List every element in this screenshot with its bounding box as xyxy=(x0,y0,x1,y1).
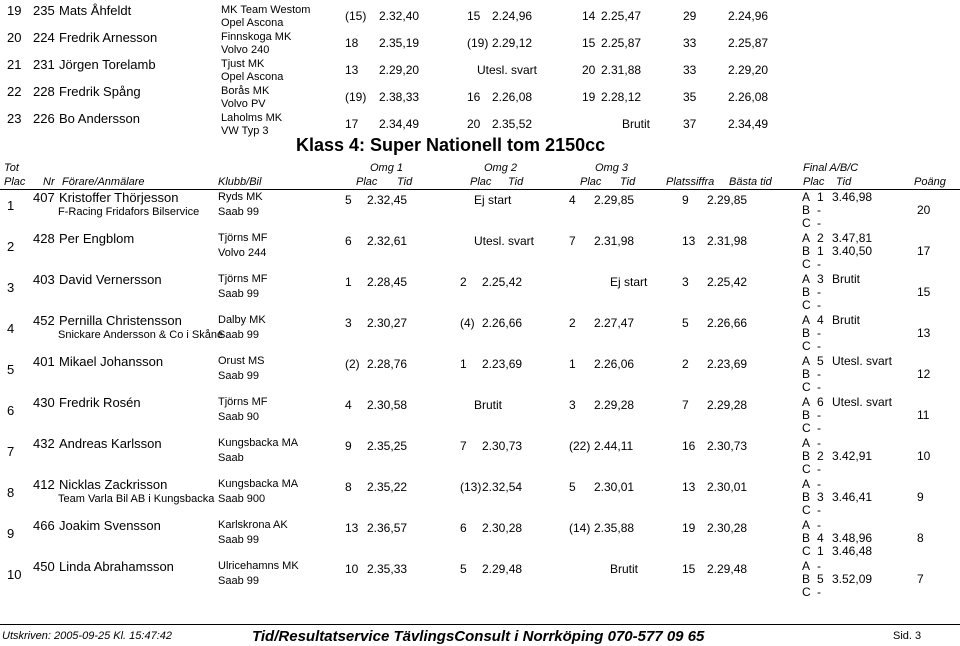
final-plac: 4 xyxy=(817,313,824,327)
omg3-tid: 2.30,01 xyxy=(594,480,635,494)
final-tid: 3.48,96 xyxy=(832,531,873,545)
row-nr: 401 xyxy=(33,354,55,369)
final-plac: 6 xyxy=(817,395,824,409)
platssiffra: 37 xyxy=(683,117,697,131)
final-plac: - xyxy=(817,339,821,353)
final-plac: 1 xyxy=(817,544,824,558)
basta-tid: 2.25,87 xyxy=(728,36,769,50)
basta-tid: 2.30,73 xyxy=(707,439,748,453)
car-model: Saab 900 xyxy=(218,493,266,505)
driver-name: Linda Abrahamsson xyxy=(59,559,174,574)
omg2-tid: 2.25,42 xyxy=(482,275,523,289)
header-forare: Förare/Anmälare xyxy=(62,176,145,188)
final-tid: 3.52,09 xyxy=(832,572,873,586)
basta-tid: 2.29,48 xyxy=(707,562,748,576)
final-heat: A xyxy=(802,190,811,204)
car-model: VW Typ 3 xyxy=(221,125,269,137)
final-plac: - xyxy=(817,257,821,271)
final-heat: B xyxy=(802,244,811,258)
final-plac: - xyxy=(817,380,821,394)
final-tid: 3.40,50 xyxy=(832,244,873,258)
final-heat: C xyxy=(802,544,811,558)
final-heat: B xyxy=(802,203,811,217)
omg3-plac: 15 xyxy=(582,36,596,50)
final-plac: 2 xyxy=(817,449,824,463)
row-plac: 21 xyxy=(7,57,22,72)
final-tid: 3.47,81 xyxy=(832,231,873,245)
omg2-plac: 16 xyxy=(467,90,481,104)
omg1-tid: 2.28,76 xyxy=(367,357,408,371)
omg2-status: Brutit xyxy=(474,398,503,412)
omg3-plac: 4 xyxy=(569,193,576,207)
row-plac: 4 xyxy=(7,321,15,336)
row-nr: 430 xyxy=(33,395,55,410)
final-heat: B xyxy=(802,326,811,340)
footer-page: Sid. 3 xyxy=(893,630,922,642)
club-name: Tjörns MF xyxy=(218,273,268,285)
omg3-plac: (22) xyxy=(569,439,591,453)
row-plac: 3 xyxy=(7,280,15,295)
final-heat: A xyxy=(802,313,811,327)
platssiffra: 3 xyxy=(682,275,689,289)
final-heat: C xyxy=(802,339,811,353)
final-plac: 5 xyxy=(817,572,824,586)
row-plac: 23 xyxy=(7,111,22,126)
omg2-tid: 2.26,66 xyxy=(482,316,523,330)
omg3-status: Ej start xyxy=(610,275,648,289)
omg2-tid: 2.24,96 xyxy=(492,9,533,23)
row-nr: 412 xyxy=(33,477,55,492)
final-tid: 3.46,48 xyxy=(832,544,873,558)
omg1-tid: 2.35,25 xyxy=(367,439,408,453)
header-omg3-plac: Plac xyxy=(580,176,602,188)
car-model: Opel Ascona xyxy=(221,17,284,29)
omg1-plac: 18 xyxy=(345,36,359,50)
row-plac: 20 xyxy=(7,30,22,45)
basta-tid: 2.30,28 xyxy=(707,521,748,535)
car-model: Saab 99 xyxy=(218,206,259,218)
basta-tid: 2.26,08 xyxy=(728,90,769,104)
basta-tid: 2.31,98 xyxy=(707,234,748,248)
omg1-plac: 10 xyxy=(345,562,359,576)
final-plac: 1 xyxy=(817,190,824,204)
poang: 15 xyxy=(917,285,931,299)
omg2-tid: 2.30,73 xyxy=(482,439,523,453)
platssiffra: 9 xyxy=(682,193,689,207)
car-model: Saab 99 xyxy=(218,575,259,587)
omg2-tid: 2.30,28 xyxy=(482,521,523,535)
final-heat: B xyxy=(802,285,811,299)
omg2-plac: 1 xyxy=(460,357,467,371)
row-nr: 224 xyxy=(33,30,55,45)
row-nr: 450 xyxy=(33,559,55,574)
platssiffra: 15 xyxy=(682,562,696,576)
final-plac: - xyxy=(817,326,821,340)
footer-printed: Utskriven: 2005-09-25 Kl. 15:47:42 xyxy=(2,630,172,642)
final-tid: 3.46,41 xyxy=(832,490,873,504)
final-heat: C xyxy=(802,503,811,517)
header-omg2-tid: Tid xyxy=(508,176,524,188)
row-nr: 407 xyxy=(33,190,55,205)
final-heat: C xyxy=(802,216,811,230)
final-heat: C xyxy=(802,462,811,476)
footer-divider xyxy=(0,624,960,625)
final-tid: 3.42,91 xyxy=(832,449,873,463)
club-name: Laholms MK xyxy=(221,112,283,124)
omg3-plac: (14) xyxy=(569,521,591,535)
platssiffra: 2 xyxy=(682,357,689,371)
header-omg1-tid: Tid xyxy=(397,176,413,188)
driver-name: Mats Åhfeldt xyxy=(59,3,132,18)
header-omg1: Omg 1 xyxy=(370,162,404,174)
omg3-status: Brutit xyxy=(622,117,651,131)
basta-tid: 2.23,69 xyxy=(707,357,748,371)
poang: 8 xyxy=(917,531,924,545)
row-nr: 452 xyxy=(33,313,55,328)
omg1-tid: 2.38,33 xyxy=(379,90,420,104)
omg3-tid: 2.35,88 xyxy=(594,521,635,535)
omg3-plac: 20 xyxy=(582,63,596,77)
row-plac: 6 xyxy=(7,403,15,418)
row-plac: 19 xyxy=(7,3,22,18)
omg1-tid: 2.36,57 xyxy=(367,521,408,535)
platssiffra: 33 xyxy=(683,63,697,77)
driver-name: Per Engblom xyxy=(59,231,135,246)
entrant-name: F-Racing Fridafors Bilservice xyxy=(58,206,200,218)
driver-name: Mikael Johansson xyxy=(59,354,164,369)
omg2-tid: 2.29,12 xyxy=(492,36,533,50)
final-plac: - xyxy=(817,462,821,476)
omg3-tid: 2.29,85 xyxy=(594,193,635,207)
header-basta-tid: Bästa tid xyxy=(729,176,772,188)
final-plac: 4 xyxy=(817,531,824,545)
header-nr: Nr xyxy=(43,176,55,188)
omg2-plac: (19) xyxy=(467,36,489,50)
row-nr: 428 xyxy=(33,231,55,246)
final-heat: A xyxy=(802,395,811,409)
omg1-tid: 2.28,45 xyxy=(367,275,408,289)
basta-tid: 2.26,66 xyxy=(707,316,748,330)
final-heat: B xyxy=(802,490,811,504)
final-heat: B xyxy=(802,367,811,381)
footer-service: Tid/Resultatservice TävlingsConsult i Norrköping 070-577 09 65 xyxy=(252,628,705,645)
omg1-plac: 13 xyxy=(345,63,359,77)
entrant-name: Snickare Andersson & Co i Skåne xyxy=(58,329,224,341)
car-model: Saab 99 xyxy=(218,370,259,382)
row-plac: 8 xyxy=(7,485,15,500)
club-name: Ryds MK xyxy=(218,191,263,203)
header-final: Final A/B/C xyxy=(803,162,859,174)
omg1-plac: 5 xyxy=(345,193,352,207)
final-plac: - xyxy=(817,216,821,230)
header-omg3-tid: Tid xyxy=(620,176,636,188)
club-name: Tjörns MF xyxy=(218,396,268,408)
row-nr: 403 xyxy=(33,272,55,287)
final-heat: B xyxy=(802,449,811,463)
basta-tid: 2.30,01 xyxy=(707,480,748,494)
basta-tid: 2.34,49 xyxy=(728,117,769,131)
final-tid: Utesl. svart xyxy=(832,395,893,409)
omg1-plac: 3 xyxy=(345,316,352,330)
final-plac: - xyxy=(817,203,821,217)
omg2-tid: 2.23,69 xyxy=(482,357,523,371)
row-plac: 7 xyxy=(7,444,15,459)
platssiffra: 29 xyxy=(683,9,697,23)
driver-name: Fredrik Spång xyxy=(59,84,141,99)
omg2-plac: 6 xyxy=(460,521,467,535)
omg3-plac: 19 xyxy=(582,90,596,104)
platssiffra: 16 xyxy=(682,439,696,453)
club-name: Borås MK xyxy=(221,85,270,97)
omg2-tid: 2.26,08 xyxy=(492,90,533,104)
car-model: Volvo 244 xyxy=(218,247,267,259)
header-omg2: Omg 2 xyxy=(484,162,518,174)
row-plac: 1 xyxy=(7,198,15,213)
poang: 13 xyxy=(917,326,931,340)
driver-name: Kristoffer Thörjesson xyxy=(59,190,179,205)
final-heat: C xyxy=(802,257,811,271)
final-plac: - xyxy=(817,559,821,573)
header-final-tid: Tid xyxy=(836,176,852,188)
club-name: Finnskoga MK xyxy=(221,31,292,43)
final-heat: C xyxy=(802,585,811,599)
omg3-plac: 5 xyxy=(569,480,576,494)
omg1-plac: 6 xyxy=(345,234,352,248)
omg1-tid: 2.35,33 xyxy=(367,562,408,576)
final-heat: A xyxy=(802,231,811,245)
header-tot: Tot xyxy=(4,162,19,174)
omg2-tid: 2.29,48 xyxy=(482,562,523,576)
header-omg2-plac: Plac xyxy=(470,176,492,188)
platssiffra: 13 xyxy=(682,234,696,248)
omg3-tid: 2.31,88 xyxy=(601,63,642,77)
car-model: Saab 90 xyxy=(218,411,259,423)
final-heat: A xyxy=(802,559,811,573)
row-nr: 235 xyxy=(33,3,55,18)
row-nr: 432 xyxy=(33,436,55,451)
final-plac: 1 xyxy=(817,244,824,258)
header-platssiffra: Platssiffra xyxy=(666,176,715,188)
entrant-name: Team Varla Bil AB i Kungsbacka xyxy=(58,493,215,505)
omg3-tid: 2.25,47 xyxy=(601,9,642,23)
poang: 9 xyxy=(917,490,924,504)
omg1-tid: 2.29,20 xyxy=(379,63,420,77)
final-plac: - xyxy=(817,408,821,422)
club-name: Orust MS xyxy=(218,355,265,367)
poang: 10 xyxy=(917,449,931,463)
driver-name: Fredrik Arnesson xyxy=(59,30,158,45)
omg1-plac: (2) xyxy=(345,357,360,371)
club-name: Karlskrona AK xyxy=(218,519,288,531)
row-plac: 2 xyxy=(7,239,15,254)
omg1-tid: 2.34,49 xyxy=(379,117,420,131)
final-plac: - xyxy=(817,503,821,517)
omg1-tid: 2.30,58 xyxy=(367,398,408,412)
omg1-plac: (15) xyxy=(345,9,367,23)
platssiffra: 7 xyxy=(682,398,689,412)
driver-name: Pernilla Christensson xyxy=(59,313,182,328)
final-heat: A xyxy=(802,354,811,368)
header-klubb: Klubb/Bil xyxy=(218,176,262,188)
row-plac: 5 xyxy=(7,362,15,377)
driver-name: Andreas Karlsson xyxy=(59,436,162,451)
header-final-plac: Plac xyxy=(803,176,825,188)
omg3-tid: 2.44,11 xyxy=(594,439,634,453)
omg2-plac: (13) xyxy=(460,480,482,494)
omg1-plac: (19) xyxy=(345,90,367,104)
final-heat: B xyxy=(802,572,811,586)
final-tid: 3.46,98 xyxy=(832,190,873,204)
final-heat: B xyxy=(802,408,811,422)
omg3-tid: 2.25,87 xyxy=(601,36,642,50)
poang: 11 xyxy=(917,408,930,422)
driver-name: Bo Andersson xyxy=(59,111,140,126)
header-poang: Poäng xyxy=(914,176,946,188)
row-nr: 226 xyxy=(33,111,55,126)
car-model: Saab 99 xyxy=(218,329,259,341)
omg2-plac: 15 xyxy=(467,9,481,23)
final-heat: A xyxy=(802,477,811,491)
omg3-plac: 7 xyxy=(569,234,576,248)
row-nr: 228 xyxy=(33,84,55,99)
final-heat: C xyxy=(802,298,811,312)
omg1-tid: 2.35,19 xyxy=(379,36,420,50)
omg1-plac: 1 xyxy=(345,275,352,289)
club-name: Tjörns MF xyxy=(218,232,268,244)
row-plac: 22 xyxy=(7,84,22,99)
header-omg1-plac: Plac xyxy=(356,176,378,188)
final-plac: - xyxy=(817,585,821,599)
final-tid: Brutit xyxy=(832,313,861,327)
class-title: Klass 4: Super Nationell tom 2150cc xyxy=(296,135,606,155)
row-plac: 10 xyxy=(7,567,22,582)
omg3-tid: 2.29,28 xyxy=(594,398,635,412)
omg1-plac: 13 xyxy=(345,521,359,535)
final-heat: C xyxy=(802,421,811,435)
poang: 20 xyxy=(917,203,931,217)
omg3-tid: 2.27,47 xyxy=(594,316,635,330)
final-plac: 2 xyxy=(817,231,824,245)
omg3-status: Brutit xyxy=(610,562,639,576)
driver-name: Jörgen Torelamb xyxy=(59,57,156,72)
platssiffra: 35 xyxy=(683,90,697,104)
omg2-status: Utesl. svart xyxy=(477,63,538,77)
omg3-plac: 1 xyxy=(569,357,576,371)
omg3-tid: 2.26,06 xyxy=(594,357,635,371)
final-plac: - xyxy=(817,421,821,435)
omg2-status: Utesl. svart xyxy=(474,234,535,248)
final-heat: A xyxy=(802,272,811,286)
poang: 7 xyxy=(917,572,924,586)
omg2-plac: 7 xyxy=(460,439,467,453)
omg2-plac: 5 xyxy=(460,562,467,576)
final-tid: Utesl. svart xyxy=(832,354,893,368)
club-name: Tjust MK xyxy=(221,58,265,70)
club-name: Ulricehamns MK xyxy=(218,560,299,572)
car-model: Saab 99 xyxy=(218,288,259,300)
header-plac: Plac xyxy=(4,176,26,188)
club-name: MK Team Westom xyxy=(221,4,311,16)
basta-tid: 2.29,28 xyxy=(707,398,748,412)
omg3-tid: 2.28,12 xyxy=(601,90,642,104)
platssiffra: 33 xyxy=(683,36,697,50)
row-plac: 9 xyxy=(7,526,15,541)
row-nr: 466 xyxy=(33,518,55,533)
poang: 17 xyxy=(917,244,931,258)
final-plac: - xyxy=(817,436,821,450)
poang: 12 xyxy=(917,367,931,381)
final-plac: - xyxy=(817,477,821,491)
final-heat: A xyxy=(802,436,811,450)
car-model: Saab xyxy=(218,452,244,464)
omg2-plac: 20 xyxy=(467,117,481,131)
platssiffra: 13 xyxy=(682,480,696,494)
omg3-plac: 14 xyxy=(582,9,596,23)
final-plac: 3 xyxy=(817,272,824,286)
omg3-plac: 2 xyxy=(569,316,576,330)
basta-tid: 2.24,96 xyxy=(728,9,769,23)
omg3-plac: 3 xyxy=(569,398,576,412)
final-plac: 5 xyxy=(817,354,824,368)
final-plac: - xyxy=(817,367,821,381)
omg1-tid: 2.35,22 xyxy=(367,480,408,494)
car-model: Volvo 240 xyxy=(221,44,270,56)
omg1-tid: 2.32,61 xyxy=(367,234,408,248)
omg1-tid: 2.32,40 xyxy=(379,9,420,23)
omg2-plac: (4) xyxy=(460,316,475,330)
header-omg3: Omg 3 xyxy=(595,162,629,174)
omg1-plac: 17 xyxy=(345,117,359,131)
final-plac: 3 xyxy=(817,490,824,504)
platssiffra: 19 xyxy=(682,521,696,535)
omg2-plac: 2 xyxy=(460,275,467,289)
driver-name: Fredrik Rosén xyxy=(59,395,141,410)
omg1-tid: 2.30,27 xyxy=(367,316,408,330)
car-model: Opel Ascona xyxy=(221,71,284,83)
basta-tid: 2.29,85 xyxy=(707,193,748,207)
car-model: Volvo PV xyxy=(221,98,266,110)
omg1-tid: 2.32,45 xyxy=(367,193,408,207)
final-tid: Brutit xyxy=(832,272,861,286)
final-heat: A xyxy=(802,518,811,532)
omg2-tid: 2.35,52 xyxy=(492,117,533,131)
omg1-plac: 8 xyxy=(345,480,352,494)
driver-name: David Vernersson xyxy=(59,272,162,287)
driver-name: Nicklas Zackrisson xyxy=(59,477,168,492)
final-plac: - xyxy=(817,298,821,312)
omg1-plac: 9 xyxy=(345,439,352,453)
club-name: Kungsbacka MA xyxy=(218,478,299,490)
omg2-tid: 2.32,54 xyxy=(482,480,523,494)
omg2-status: Ej start xyxy=(474,193,512,207)
club-name: Dalby MK xyxy=(218,314,266,326)
basta-tid: 2.25,42 xyxy=(707,275,748,289)
final-plac: - xyxy=(817,518,821,532)
row-nr: 231 xyxy=(33,57,55,72)
final-heat: C xyxy=(802,380,811,394)
car-model: Saab 99 xyxy=(218,534,259,546)
final-heat: B xyxy=(802,531,811,545)
basta-tid: 2.29,20 xyxy=(728,63,769,77)
omg1-plac: 4 xyxy=(345,398,352,412)
driver-name: Joakim Svensson xyxy=(59,518,161,533)
omg3-tid: 2.31,98 xyxy=(594,234,635,248)
platssiffra: 5 xyxy=(682,316,689,330)
club-name: Kungsbacka MA xyxy=(218,437,299,449)
final-plac: - xyxy=(817,285,821,299)
